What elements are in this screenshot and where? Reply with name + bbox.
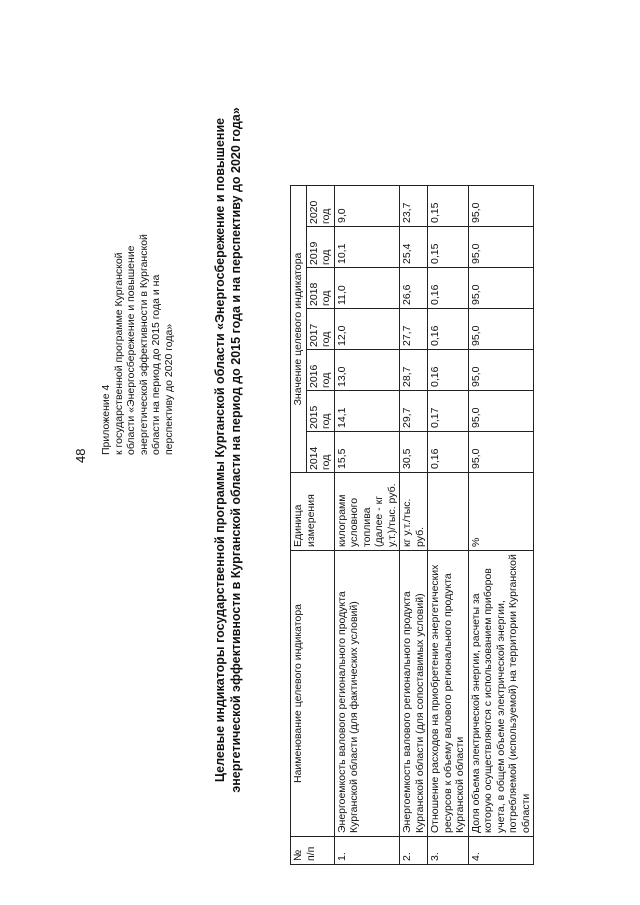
header-unit: Единица измерения xyxy=(291,473,335,551)
row-value: 13,0 xyxy=(334,350,400,391)
title-line: энергетической эффективности в Курганской области на период до 2015 года и на перспективу до 2020 года» xyxy=(229,107,243,793)
appendix-line: области «Энергосбережение и повышение xyxy=(125,245,137,455)
row-value: 23,7 xyxy=(400,186,428,227)
row-name: Доля объема электрической энергии, расчеты за которую осуществляются с использованием приборов учета, в общем объеме электрической энергии, потребляемой (используемой) на территории Курганской области xyxy=(468,551,534,837)
row-value: 30,5 xyxy=(400,432,428,473)
row-value: 0,15 xyxy=(428,227,469,268)
row-value: 27,7 xyxy=(400,309,428,350)
appendix-line: к государственной программе Курганской xyxy=(112,252,125,455)
row-value: 95,0 xyxy=(468,350,534,391)
header-year: 2016 год xyxy=(306,350,334,391)
table-row xyxy=(400,186,428,865)
document-title xyxy=(212,90,244,810)
row-value: 14,1 xyxy=(334,391,400,432)
row-name: Энергоемкость валового регионального продукта Курганской области (для сопоставимых условий) xyxy=(400,551,428,837)
row-value: 11,0 xyxy=(334,268,400,309)
header-values: Значение целевого индикатора xyxy=(291,186,307,473)
header-year: 2018 год xyxy=(306,268,334,309)
row-unit: килограмм условного топлива (далее - кг у.т.)/тыс. руб. xyxy=(334,473,400,551)
row-value: 95,0 xyxy=(468,391,534,432)
appendix-line: Приложение 4 xyxy=(100,384,112,455)
row-value: 12,0 xyxy=(334,309,400,350)
indicators-table xyxy=(290,185,534,865)
header-year: 2020 год xyxy=(306,186,334,227)
row-value: 95,0 xyxy=(468,186,534,227)
header-year: 2014 год xyxy=(306,432,334,473)
row-value: 0,16 xyxy=(428,350,469,391)
row-name: Энергоемкость валового регионального продукта Курганской области (для фактических условий) xyxy=(334,551,400,837)
row-value: 9,0 xyxy=(334,186,400,227)
row-value: 0,16 xyxy=(428,309,469,350)
row-value: 0,16 xyxy=(428,268,469,309)
appendix-line: области на период до 2015 года и на xyxy=(150,274,162,455)
row-value: 25,4 xyxy=(400,227,428,268)
header-num: № п/п xyxy=(291,837,335,865)
title-line: Целевые индикаторы государственной программы Курганской области «Энергосбережение и повышение xyxy=(213,117,227,783)
row-name: Отношение расходов на приобретение энергетических ресурсов к объему валового регионального продукта Курганской области xyxy=(428,551,469,837)
appendix-line: перспективу до 2020 года» xyxy=(162,323,175,455)
row-num: 2. xyxy=(400,837,428,865)
table-row xyxy=(334,186,400,865)
row-value: 15,5 xyxy=(334,432,400,473)
page-number: 48 xyxy=(73,448,88,463)
row-value: 26,6 xyxy=(400,268,428,309)
header-year: 2017 год xyxy=(306,309,334,350)
row-unit: % xyxy=(468,473,534,551)
row-value: 28,7 xyxy=(400,350,428,391)
row-num: 1. xyxy=(334,837,400,865)
appendix-note xyxy=(100,115,175,455)
appendix-line: энергетической эффективности в Курганской xyxy=(137,234,150,455)
row-unit: кг у.т./тыс. руб. xyxy=(400,473,428,551)
row-num: 4. xyxy=(468,837,534,865)
row-value: 95,0 xyxy=(468,268,534,309)
row-value: 95,0 xyxy=(468,432,534,473)
row-num: 3. xyxy=(428,837,469,865)
row-value: 10,1 xyxy=(334,227,400,268)
table-row xyxy=(428,186,469,865)
row-value: 95,0 xyxy=(468,227,534,268)
header-year: 2015 год xyxy=(306,391,334,432)
header-year: 2019 год xyxy=(306,227,334,268)
table-row xyxy=(468,186,534,865)
header-name: Наименование целевого индикатора xyxy=(291,551,335,837)
row-value: 0,15 xyxy=(428,186,469,227)
row-value: 95,0 xyxy=(468,309,534,350)
row-value: 0,16 xyxy=(428,432,469,473)
row-value: 0,17 xyxy=(428,391,469,432)
row-unit xyxy=(428,473,469,551)
header-row xyxy=(291,186,307,865)
row-value: 29,7 xyxy=(400,391,428,432)
